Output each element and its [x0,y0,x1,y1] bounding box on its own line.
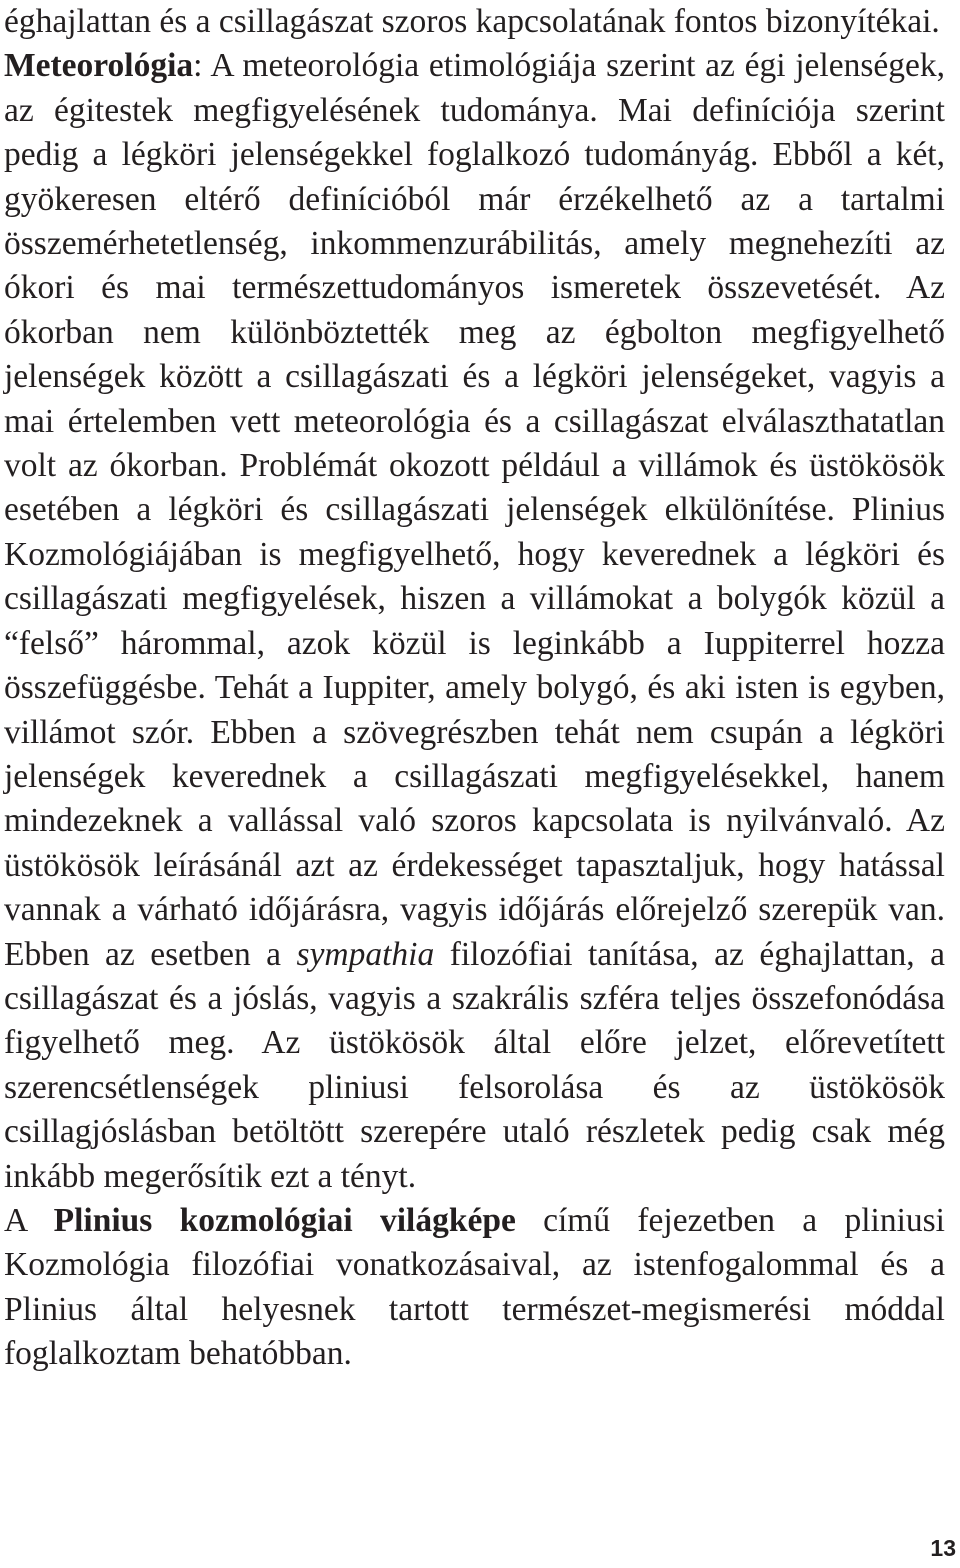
paragraph-intro: éghajlattan és a csillagászat szoros kapcsolatának fontos bizonyítékai. [4,3,940,40]
document-body [4,0,945,1377]
term-meteorologia: Meteorológia [4,47,194,85]
page-number: 13 [930,1535,956,1561]
term-sympathia: sympathia [296,935,435,973]
paragraph [4,0,945,1199]
paragraph-lead: A [4,1201,54,1239]
paragraph-text: filozófiai tanítása, az éghajlattan, a csillagászat és a jóslás, vagyis a szakrális szféra teljes összefonódása figyelhető meg. Az üstökösök által előre jelzet, előrevetített szerencsétlenségek pliniusi felsorolása és az üstökösök csillagjóslásban betöltött szerepére utaló részletek pedig csak még inkább megerősítik ezt a tényt. [4,935,946,1195]
paragraph-text: című fejezetben a pliniusi Kozmológia filozófiai vonatkozásaival, az istenfogalommal és a Plinius által helyesnek tartott természet-megismerési móddal foglalkoztam behatóbban. [4,1201,945,1373]
chapter-title-reference: Plinius kozmológiai világképe [53,1201,516,1239]
paragraph [4,1199,945,1377]
paragraph-text: : A meteorológia etimológiája szerint az égi jelenségek, az égitestek megfigyelésének tudománya. Mai definíciója szerint pedig a légköri jelenségekkel foglalkozó tudományág. Ebből a két, gyökeresen eltérő definícióból már érzékelhető az a tartalmi összemérhetetlenség, inkommenzurábilitás, amely megnehezíti az ókori és mai természettudományos ismeretek összevetését. Az ókorban nem különböztették meg az égbolton megfigyelhető jelenségek között a csillagászati és a légköri jelenségeket, vagyis a mai értelemben vett meteorológia és a csillagászat elválaszthatatlan volt az ókorban. Problémát okozott például a villámok és üstökösök esetében a légköri és csillagászati jelenségek elkülönítése. Plinius Kozmológiájában is megfigyelhető, hogy keverednek a légköri és csillagászati megfigyelések, hiszen a villámokat a bolygók közül a “felső” hárommal, azok közül is leginkább a Iuppiterrel hozza összefüggésbe. Tehát a Iuppiter, amely bolygó, és aki isten is egyben, villámot szór. Ebben a szövegrészben tehát nem csupán a légköri jelenségek keverednek a csillagászati megfigyelésekkel, hanem mindezeknek a vallással való szoros kapcsolata is nyilvánvaló. Az üstökösök leírásánál azt az érdekességet tapasztaljuk, hogy hatással vannak a várható időjárásra, vagyis időjárás előrejelző szerepük van. Ebben az esetben a [4,47,945,973]
